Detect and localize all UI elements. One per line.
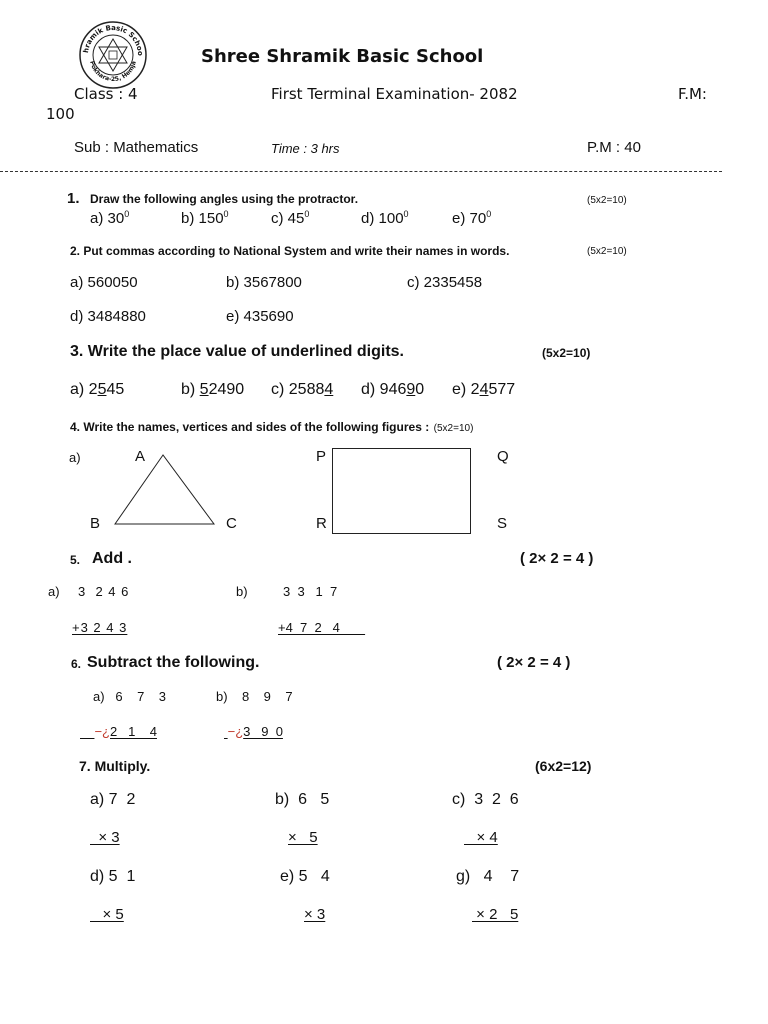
q2-item-d: d) 3484880 [70,308,146,325]
vertex-q-label: Q [497,448,509,465]
q4-item-label: a) [69,450,81,465]
q3-item-d: d) 94690 [361,381,425,398]
time-label: Time : 3 hrs [271,141,340,156]
full-marks-label: F.M: [678,85,707,103]
q7-item-a-bottom: × 3 [90,829,120,846]
vertex-r-label: R [316,515,327,532]
q5-a-label: a) [48,584,60,599]
q7-item-c-bottom: × 4 [464,829,498,846]
pass-marks-label: P.M : 40 [587,139,641,156]
q2-item-a: a) 560050 [70,274,138,291]
q6-number: 6. [71,657,82,671]
q6-a-bottom-line [80,724,157,739]
q6-a-minus: −¿ [94,724,110,739]
q7-item-b-top: b) 6 5 [275,791,330,808]
q6-b-bottom: 3 9 0 [243,724,283,739]
q3-item-e: e) 24577 [452,381,516,398]
logo-text-top: hramik Basic Schoo [82,23,145,57]
vertex-c-label: C [226,515,237,532]
q5-number: 5. [70,553,81,567]
q6-marks: ( 2× 2 = 4 ) [497,654,571,671]
class-label: Class : 4 [74,85,138,103]
q3-item-b: b) 52490 [181,381,245,398]
q4-text: 4. Write the names, vertices and sides of the following figures : (5x2=10) [70,420,474,434]
q7-item-e-top: e) 5 4 [280,868,330,885]
q4-marks: (5x2=10) [433,423,474,434]
school-logo [78,20,148,90]
q7-item-b-bottom: × 5 [288,829,318,846]
q6-a-top: a) 6 7 3 [93,689,166,704]
q1-text: Draw the following angles using the protractor. [90,192,359,206]
q2-marks: (5x2=10) [587,246,627,257]
q2-item-b: b) 3567800 [226,274,302,291]
q1-item-a: a) $30^0$ [90,209,130,227]
q6-b-top: b) 8 9 7 [216,689,293,704]
q1-item-e: e) $70^0$ [452,209,492,227]
q6-text: Subtract the following. [87,654,260,671]
q5-a-top: 3 2 4 6 [78,584,130,599]
vertex-s-label: S [497,515,508,532]
q3-item-a: a) 2545 [70,381,125,398]
header-divider [0,171,722,172]
q2-text: 2. Put commas according to National System and write their names in words. [70,244,510,258]
q3-marks: (5x2=10) [542,346,591,360]
exam-title: First Terminal Examination- 2082 [271,85,518,103]
q2-item-c: c) 2335458 [407,274,483,291]
q1-item-b: b) $150^0$ [181,209,229,227]
q7-item-g-top: g) 4 7 [456,868,520,885]
q6-a-bottom: 2 1 4 [110,724,157,739]
q1-marks: (5x2=10) [587,195,627,206]
q2-item-e: e) 435690 [226,308,294,325]
q3-item-c: c) 25884 [271,381,334,398]
subject-label: Sub : Mathematics [74,139,199,156]
q5-text: Add . [92,550,132,567]
q6-b-bottom-line [224,724,283,739]
q6-b-minus: −¿ [227,724,244,739]
school-name: Shree Shramik Basic School [201,46,484,67]
logo-text-bottom: Pokhara-25, Hemja [88,60,138,84]
q5-b-bottom: +4 7 2 4 [278,620,366,635]
q5-b-label: b) [236,584,248,599]
full-marks-value: 100 [46,105,75,123]
vertex-p-label: P [316,448,327,465]
q7-text: 7. Multiply. [79,758,151,774]
q7-item-e-bottom: × 3 [304,906,326,923]
q7-item-d-bottom: × 5 [90,906,124,923]
q3-text: 3. Write the place value of underlined digits. [70,343,404,360]
q7-item-a-top: a) 7 2 [90,791,136,808]
q1-item-d: d) $100^0$ [361,209,409,227]
q1-item-c: c) $45^0$ [271,209,310,227]
q7-item-c-top: c) 3 2 6 [452,791,519,808]
q5-b-top: 3 3 1 7 [283,584,338,599]
rectangle-figure [332,448,471,534]
triangle-figure [110,450,220,530]
q7-item-d-top: d) 5 1 [90,868,136,885]
q5-a-bottom: +3 2 4 3 [72,620,128,635]
vertex-b-label: B [90,515,101,532]
q7-item-g-bottom: × 2 5 [472,906,519,923]
q5-marks: ( 2× 2 = 4 ) [520,550,594,567]
vertex-a-label: A [135,448,146,465]
q1-number: 1. [67,190,80,207]
q7-marks: (6x2=12) [535,758,592,774]
